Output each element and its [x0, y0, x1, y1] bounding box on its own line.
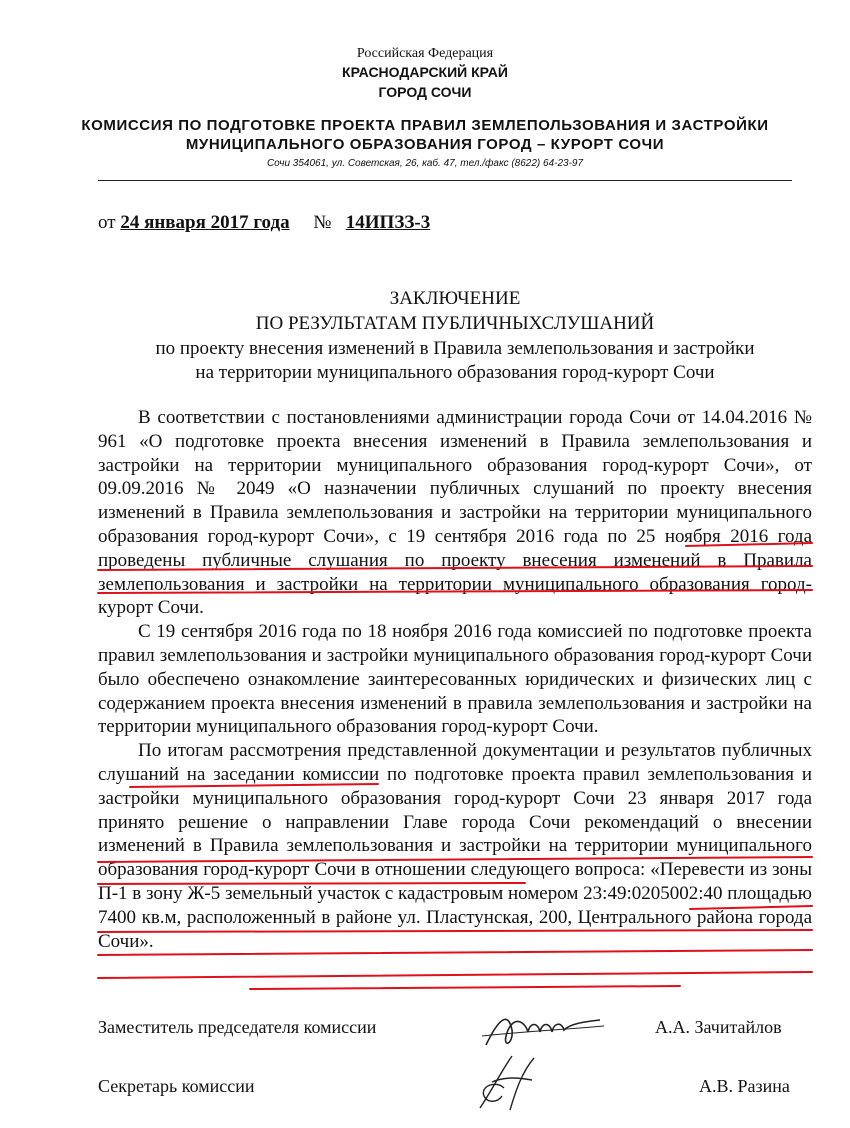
doc-title-line1: ЗАКЛЮЧЕНИЕ: [389, 288, 521, 309]
red-underline-stroke: [250, 986, 680, 989]
red-underline-stroke: [98, 566, 812, 570]
doc-title-line2: ПО РЕЗУЛЬТАТАМ ПУБЛИЧНЫХСЛУШАНИЙ: [255, 313, 655, 334]
date-prefix: от: [98, 212, 116, 233]
red-underline-stroke: [130, 784, 378, 787]
red-underline-stroke: [98, 972, 812, 978]
deputy-chairman-title: Заместитель председателя комиссии: [98, 1017, 377, 1037]
red-underline-stroke: [690, 906, 812, 909]
commission-title-line1: КОМИССИЯ ПО ПОДГОТОВКЕ ПРОЕКТА ПРАВИЛ ЗЕМЛЕПОЛЬЗОВАНИЯ И ЗАСТРОЙКИ: [81, 117, 769, 134]
number-sign: №: [313, 212, 332, 233]
commission-address: Сочи 354061, ул. Советская, 26, каб. 47, тел./факс (8622) 64-23-97: [266, 158, 584, 169]
region-name: КРАСНОДАРСКИЙ КРАЙ: [342, 64, 508, 80]
red-underline-stroke: [98, 950, 812, 955]
document-number: 14ИПЗЗ-3: [345, 212, 431, 233]
deputy-chairman-name: А.А. Зачитайлов: [655, 1017, 782, 1037]
country-name: Российская Федерация: [356, 46, 494, 61]
doc-title-line3: по проекту внесения изменений в Правила землепользования и застройки: [155, 338, 755, 359]
red-underline-stroke: [98, 590, 812, 593]
red-underline-stroke: [98, 930, 812, 932]
secretary-signature: [462, 1050, 552, 1120]
paragraph-familiarization: С 19 сентября 2016 года по 18 ноября 2016 года комиссией по подготовке проекта правил землепользования и застройки муниципального образования город-курорт Сочи было обеспечено ознакомление заинтересованных юридических и физических лиц с содержанием проекта внесения изменений в правила землепользования и застройки на территории муниципального образования город-курорт Сочи.: [98, 621, 812, 738]
paragraph-hearings: В соответствии с постановлениями администрации города Сочи от 14.04.2016 № 961 «О подготовке проекта внесения изменений в Правила землепользования и застройки на территории муниципального образования город-курорт Сочи», от 09.09.2016 № 2049 «О назначении публичных слушаний по проекту внесения изменений в Правила землепользования и застройки на территории муниципального образования город-курорт Сочи», с 19 сентября 2016 года по 25 ноября 2016 года проведены публичные слушания по проекту внесения изменений в Правила землепользования и застройки на территории муниципального образования город-курорт Сочи.: [98, 407, 812, 619]
document-date: 24 января 2017 года: [120, 212, 290, 233]
city-name: ГОРОД СОЧИ: [378, 84, 472, 100]
red-underline-stroke: [686, 543, 812, 546]
red-underline-stroke: [98, 857, 812, 862]
secretary-name: А.В. Разина: [699, 1076, 790, 1096]
paragraph-decision: По итогам рассмотрения представленной документации и результатов публичных слушаний на заседании комиссии по подготовке проекта правил землепользования и застройки муниципального образования город-курорт Сочи 23 января 2017 года принято решение о направлении Главе города Сочи рекомендаций о внесении изменений в Правила землепользования и застройки на территории муниципального образования город-курорт Сочи в отношении следующего вопроса: «Перевести из зоны П-1 в зону Ж-5 земельный участок с кадастровым номером 23:49:0205002:40 площадью 7400 кв.м, расположенный в районе ул. Пластунская, 200, Центрального района города Сочи».: [98, 740, 812, 952]
commission-title-line2: МУНИЦИПАЛЬНОГО ОБРАЗОВАНИЯ ГОРОД – КУРОРТ СОЧИ: [185, 136, 665, 153]
secretary-title: Секретарь комиссии: [98, 1076, 255, 1096]
red-underline-stroke: [98, 883, 525, 884]
doc-title-line4: на территории муниципального образования город-курорт Сочи: [195, 362, 715, 383]
